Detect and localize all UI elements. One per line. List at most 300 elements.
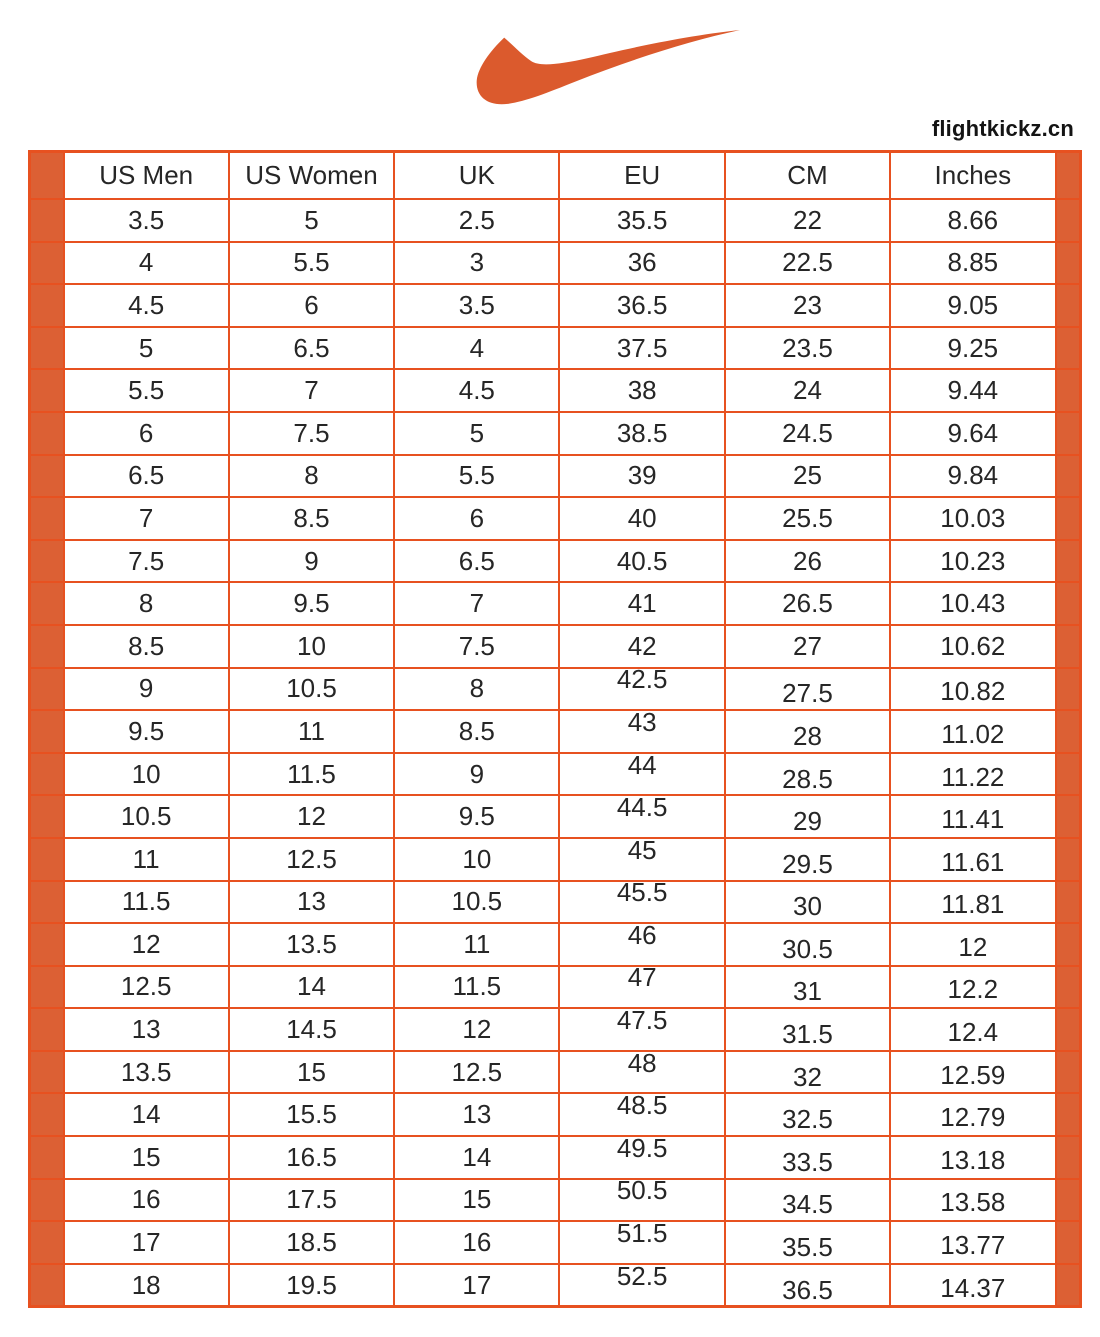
- cell-us-men: [64, 412, 229, 455]
- cell-value: 8: [304, 460, 319, 491]
- cell-inches: [890, 1136, 1055, 1179]
- cell-value: 8.85: [947, 247, 999, 278]
- cell-value: 7.5: [293, 417, 330, 448]
- cell-uk: [394, 540, 559, 583]
- cell-value: 13.18: [940, 1144, 1006, 1175]
- cell-cm: [725, 412, 890, 455]
- cell-us-women: [229, 284, 394, 327]
- cell-value: 22.5: [782, 247, 833, 278]
- cell-uk: [394, 582, 559, 625]
- accent-bar-cell: [1056, 242, 1081, 285]
- accent-bar-cell: [30, 1136, 64, 1179]
- cell-value: 29.5: [782, 848, 833, 879]
- accent-bar-cell: [30, 923, 64, 966]
- cell-eu: [559, 327, 724, 370]
- cell-value: 28: [793, 720, 822, 751]
- accent-bar-cell: [1056, 753, 1081, 796]
- cell-cm: [725, 1008, 890, 1051]
- cell-us-women: [229, 1093, 394, 1136]
- accent-bar-cell: [1056, 152, 1081, 200]
- cell-value: 7: [469, 588, 485, 619]
- cell-value: 27.5: [782, 678, 833, 709]
- cell-value: 15: [297, 1056, 326, 1087]
- cell-value: 13.58: [940, 1187, 1006, 1218]
- cell-us-women: [229, 455, 394, 498]
- table-row: [30, 668, 1081, 711]
- cell-cm: [725, 369, 890, 412]
- cell-value: 12.4: [947, 1017, 999, 1048]
- cell-value: 7.5: [128, 545, 165, 576]
- cell-value: 6.5: [293, 332, 330, 363]
- cell-value: 36.5: [616, 289, 668, 320]
- cell-us-men: [64, 966, 229, 1009]
- cell-cm: [725, 1093, 890, 1136]
- cell-inches: [890, 369, 1055, 412]
- cell-value: 6.5: [458, 545, 495, 576]
- cell-us-men: [64, 753, 229, 796]
- cell-value: 44.5: [616, 795, 668, 823]
- cell-eu: [559, 923, 724, 966]
- cell-uk: [394, 1264, 559, 1307]
- cell-us-women: [229, 199, 394, 242]
- cell-uk: [394, 284, 559, 327]
- cell-eu: [559, 668, 724, 711]
- cell-value: 38: [627, 375, 657, 406]
- accent-bar-cell: [30, 242, 64, 285]
- cell-value: 36.5: [782, 1274, 833, 1305]
- cell-value: 10.03: [940, 502, 1006, 533]
- cell-value: 12: [462, 1014, 492, 1045]
- table-body: [30, 199, 1081, 1307]
- cell-value: 12.79: [940, 1102, 1006, 1133]
- cell-value: 28.5: [782, 763, 833, 794]
- cell-cm: [725, 242, 890, 285]
- cell-value: 19.5: [286, 1269, 337, 1300]
- cell-value: 23.5: [782, 332, 833, 363]
- cell-us-men: [64, 284, 229, 327]
- cell-value: 9.5: [458, 801, 495, 832]
- cell-cm: [725, 795, 890, 838]
- cell-value: 12.2: [947, 974, 999, 1005]
- cell-uk: [394, 625, 559, 668]
- cell-value: 5: [138, 332, 154, 363]
- cell-value: 16.5: [286, 1141, 337, 1172]
- cell-value: 26.5: [782, 588, 833, 619]
- table-row: [30, 1136, 1081, 1179]
- cell-us-women: [229, 668, 394, 711]
- cell-value: 4: [138, 247, 154, 278]
- cell-value: 42: [627, 630, 657, 661]
- size-conversion-table: [28, 150, 1082, 1308]
- table-row: [30, 625, 1081, 668]
- cell-value: 48: [627, 1050, 657, 1078]
- cell-inches: [890, 242, 1055, 285]
- accent-bar-cell: [1056, 1264, 1081, 1307]
- cell-us-men: [64, 923, 229, 966]
- accent-bar-cell: [30, 795, 64, 838]
- cell-value: 30: [793, 891, 822, 922]
- cell-us-men: [64, 795, 229, 838]
- cell-value: 10: [462, 843, 492, 874]
- accent-bar-cell: [30, 412, 64, 455]
- accent-bar-cell: [30, 152, 64, 200]
- accent-bar-cell: [1056, 1136, 1081, 1179]
- accent-bar-cell: [30, 582, 64, 625]
- cell-us-men: [64, 881, 229, 924]
- accent-bar-cell: [1056, 1008, 1081, 1051]
- cell-us-women: [229, 369, 394, 412]
- cell-value: 35.5: [782, 1232, 833, 1263]
- table-row: [30, 412, 1081, 455]
- cell-cm: [725, 838, 890, 881]
- accent-bar-cell: [1056, 369, 1081, 412]
- table-row: [30, 497, 1081, 540]
- cell-us-women: [229, 582, 394, 625]
- cell-value: 11.5: [452, 971, 502, 1002]
- cell-value: 14.5: [286, 1014, 337, 1045]
- cell-value: 6.5: [128, 460, 165, 491]
- cell-value: 4: [469, 332, 485, 363]
- cell-value: 9.44: [947, 375, 999, 406]
- cell-value: 11: [463, 928, 491, 959]
- cell-eu: [559, 497, 724, 540]
- cell-value: 24.5: [782, 417, 833, 448]
- cell-us-men: [64, 668, 229, 711]
- cell-value: 12.5: [451, 1056, 503, 1087]
- cell-value: 9.64: [947, 417, 999, 448]
- cell-us-men: [64, 710, 229, 753]
- accent-bar-cell: [1056, 455, 1081, 498]
- accent-bar-cell: [1056, 923, 1081, 966]
- cell-uk: [394, 668, 559, 711]
- cell-uk: [394, 199, 559, 242]
- cell-eu: [559, 369, 724, 412]
- cell-eu: [559, 838, 724, 881]
- cell-us-men: [64, 625, 229, 668]
- cell-eu: [559, 1051, 724, 1094]
- cell-value: 7: [304, 375, 319, 406]
- accent-bar-cell: [1056, 710, 1081, 753]
- accent-bar-cell: [1056, 966, 1081, 1009]
- cell-value: 31.5: [782, 1019, 833, 1050]
- table-row: [30, 327, 1081, 370]
- cell-value: 11.61: [941, 846, 1005, 877]
- cell-uk: [394, 795, 559, 838]
- cell-value: 7: [138, 502, 154, 533]
- table-row: [30, 923, 1081, 966]
- cell-us-women: [229, 327, 394, 370]
- cell-value: 25.5: [782, 502, 833, 533]
- cell-value: 47.5: [616, 1008, 668, 1036]
- cell-value: 32.5: [782, 1104, 833, 1135]
- cell-cm: [725, 284, 890, 327]
- cell-eu: [559, 199, 724, 242]
- column-header-us-women: US Women: [229, 152, 394, 200]
- accent-bar-cell: [1056, 1051, 1081, 1094]
- cell-us-women: [229, 540, 394, 583]
- accent-bar-cell: [1056, 1093, 1081, 1136]
- cell-value: 17: [462, 1269, 492, 1300]
- cell-eu: [559, 881, 724, 924]
- cell-value: 33.5: [782, 1146, 833, 1177]
- cell-value: 8: [138, 588, 154, 619]
- accent-bar-cell: [30, 753, 64, 796]
- accent-bar-cell: [1056, 327, 1081, 370]
- cell-uk: [394, 1136, 559, 1179]
- cell-value: 12.59: [940, 1059, 1006, 1090]
- cell-value: 14: [131, 1099, 161, 1130]
- cell-uk: [394, 1008, 559, 1051]
- accent-bar-cell: [1056, 1221, 1081, 1264]
- cell-value: 16: [462, 1227, 492, 1258]
- cell-uk: [394, 838, 559, 881]
- cell-uk: [394, 327, 559, 370]
- accent-bar-cell: [30, 966, 64, 1009]
- cell-value: 3.5: [128, 204, 165, 235]
- cell-value: 8.5: [128, 630, 165, 661]
- cell-us-women: [229, 1179, 394, 1222]
- table-row: [30, 966, 1081, 1009]
- accent-bar-cell: [30, 1051, 64, 1094]
- cell-value: 11.5: [287, 758, 336, 789]
- cell-value: 13: [131, 1014, 161, 1045]
- table-row: [30, 881, 1081, 924]
- cell-value: 35.5: [616, 204, 668, 235]
- cell-eu: [559, 242, 724, 285]
- table-row: [30, 242, 1081, 285]
- cell-value: 3: [469, 247, 485, 278]
- accent-bar-cell: [30, 881, 64, 924]
- cell-cm: [725, 1264, 890, 1307]
- cell-us-men: [64, 1136, 229, 1179]
- cell-us-men: [64, 1051, 229, 1094]
- cell-value: 18: [131, 1269, 161, 1300]
- cell-value: 50.5: [616, 1178, 668, 1206]
- cell-uk: [394, 881, 559, 924]
- cell-eu: [559, 540, 724, 583]
- accent-bar-cell: [30, 284, 64, 327]
- cell-value: 8.5: [293, 502, 330, 533]
- cell-value: 14: [297, 971, 326, 1002]
- cell-inches: [890, 455, 1055, 498]
- cell-cm: [725, 710, 890, 753]
- cell-us-women: [229, 412, 394, 455]
- cell-us-men: [64, 838, 229, 881]
- cell-value: 40.5: [616, 545, 668, 576]
- cell-us-women: [229, 795, 394, 838]
- cell-value: 10: [297, 630, 326, 661]
- cell-uk: [394, 497, 559, 540]
- cell-us-women: [229, 1008, 394, 1051]
- accent-bar-cell: [1056, 199, 1081, 242]
- cell-inches: [890, 795, 1055, 838]
- cell-uk: [394, 455, 559, 498]
- cell-value: 4.5: [128, 289, 165, 320]
- accent-bar-cell: [30, 710, 64, 753]
- cell-eu: [559, 966, 724, 1009]
- cell-value: 8: [469, 673, 485, 704]
- cell-value: 47: [627, 965, 657, 993]
- accent-bar-cell: [1056, 497, 1081, 540]
- cell-value: 31: [793, 976, 822, 1007]
- table-row: [30, 540, 1081, 583]
- accent-bar-cell: [1056, 668, 1081, 711]
- nike-logo: [452, 30, 740, 115]
- cell-value: 12: [958, 931, 988, 962]
- cell-us-women: [229, 1221, 394, 1264]
- cell-value: 18.5: [286, 1227, 337, 1258]
- cell-us-women: [229, 838, 394, 881]
- accent-bar-cell: [1056, 795, 1081, 838]
- accent-bar-cell: [30, 369, 64, 412]
- cell-value: 8.5: [458, 715, 495, 746]
- cell-uk: [394, 242, 559, 285]
- cell-value: 15: [131, 1141, 161, 1172]
- cell-value: 2.5: [458, 204, 495, 235]
- cell-us-women: [229, 923, 394, 966]
- cell-value: 26: [793, 545, 822, 576]
- cell-value: 13.77: [940, 1230, 1006, 1261]
- cell-uk: [394, 710, 559, 753]
- cell-us-men: [64, 1221, 229, 1264]
- table-row: [30, 1008, 1081, 1051]
- cell-eu: [559, 1179, 724, 1222]
- cell-value: 14: [462, 1141, 492, 1172]
- cell-us-women: [229, 881, 394, 924]
- cell-inches: [890, 1008, 1055, 1051]
- cell-eu: [559, 1008, 724, 1051]
- table-row: [30, 199, 1081, 242]
- accent-bar-cell: [1056, 838, 1081, 881]
- cell-value: 36: [627, 247, 657, 278]
- table-row: [30, 1051, 1081, 1094]
- cell-cm: [725, 923, 890, 966]
- cell-value: 34.5: [782, 1189, 833, 1220]
- cell-cm: [725, 582, 890, 625]
- cell-value: 13.5: [120, 1056, 172, 1087]
- cell-us-women: [229, 966, 394, 1009]
- cell-cm: [725, 966, 890, 1009]
- cell-inches: [890, 1179, 1055, 1222]
- cell-uk: [394, 1051, 559, 1094]
- cell-inches: [890, 753, 1055, 796]
- cell-eu: [559, 1093, 724, 1136]
- cell-value: 5.5: [293, 247, 330, 278]
- accent-bar-cell: [30, 327, 64, 370]
- cell-us-men: [64, 497, 229, 540]
- cell-us-men: [64, 540, 229, 583]
- cell-value: 11.81: [941, 889, 1005, 920]
- cell-value: 15: [462, 1184, 492, 1215]
- cell-value: 11.02: [941, 718, 1005, 749]
- accent-bar-cell: [30, 199, 64, 242]
- accent-bar-cell: [30, 1221, 64, 1264]
- cell-value: 10.82: [940, 676, 1006, 707]
- cell-value: 11.22: [941, 761, 1005, 792]
- cell-value: 6: [304, 289, 319, 320]
- cell-value: 5: [469, 417, 485, 448]
- accent-bar-cell: [30, 497, 64, 540]
- cell-cm: [725, 1221, 890, 1264]
- cell-value: 46: [627, 923, 657, 950]
- cell-inches: [890, 284, 1055, 327]
- accent-bar-cell: [30, 668, 64, 711]
- cell-us-men: [64, 1093, 229, 1136]
- table-row: [30, 582, 1081, 625]
- table-row: [30, 284, 1081, 327]
- cell-inches: [890, 881, 1055, 924]
- cell-uk: [394, 412, 559, 455]
- table-row: [30, 710, 1081, 753]
- accent-bar-cell: [30, 838, 64, 881]
- cell-value: 9.84: [947, 460, 999, 491]
- cell-value: 44: [627, 752, 657, 780]
- site-label: flightkickz.cn: [931, 116, 1074, 141]
- cell-value: 32: [793, 1061, 822, 1092]
- cell-cm: [725, 1051, 890, 1094]
- cell-eu: [559, 582, 724, 625]
- cell-inches: [890, 1051, 1055, 1094]
- cell-inches: [890, 582, 1055, 625]
- cell-eu: [559, 1136, 724, 1179]
- cell-value: 49.5: [616, 1136, 668, 1163]
- cell-inches: [890, 710, 1055, 753]
- cell-inches: [890, 668, 1055, 711]
- cell-cm: [725, 327, 890, 370]
- accent-bar-cell: [1056, 284, 1081, 327]
- cell-value: 43: [627, 710, 657, 737]
- cell-inches: [890, 540, 1055, 583]
- cell-inches: [890, 199, 1055, 242]
- cell-cm: [725, 1179, 890, 1222]
- cell-uk: [394, 753, 559, 796]
- accent-bar-cell: [1056, 625, 1081, 668]
- cell-us-men: [64, 242, 229, 285]
- cell-us-men: [64, 327, 229, 370]
- cell-inches: [890, 1264, 1055, 1307]
- cell-value: 8.66: [947, 204, 999, 235]
- cell-value: 42.5: [616, 667, 668, 695]
- accent-bar-cell: [30, 455, 64, 498]
- cell-us-men: [64, 1008, 229, 1051]
- cell-cm: [725, 881, 890, 924]
- cell-cm: [725, 625, 890, 668]
- cell-value: 39: [627, 460, 657, 491]
- cell-value: 37.5: [616, 332, 668, 363]
- cell-us-men: [64, 1179, 229, 1222]
- cell-value: 12.5: [120, 971, 172, 1002]
- cell-inches: [890, 923, 1055, 966]
- table-row: [30, 753, 1081, 796]
- cell-value: 12: [131, 928, 161, 959]
- accent-bar-cell: [30, 1264, 64, 1307]
- cell-us-women: [229, 710, 394, 753]
- cell-us-women: [229, 1264, 394, 1307]
- cell-eu: [559, 710, 724, 753]
- cell-us-women: [229, 625, 394, 668]
- cell-value: 41: [627, 588, 657, 619]
- cell-cm: [725, 1136, 890, 1179]
- cell-uk: [394, 1179, 559, 1222]
- cell-value: 10.5: [451, 886, 503, 917]
- cell-value: 9: [138, 673, 154, 704]
- cell-us-women: [229, 497, 394, 540]
- table-row: [30, 1093, 1081, 1136]
- cell-inches: [890, 327, 1055, 370]
- cell-value: 5.5: [128, 375, 165, 406]
- cell-value: 10: [131, 758, 161, 789]
- column-header-cm: CM: [725, 152, 890, 200]
